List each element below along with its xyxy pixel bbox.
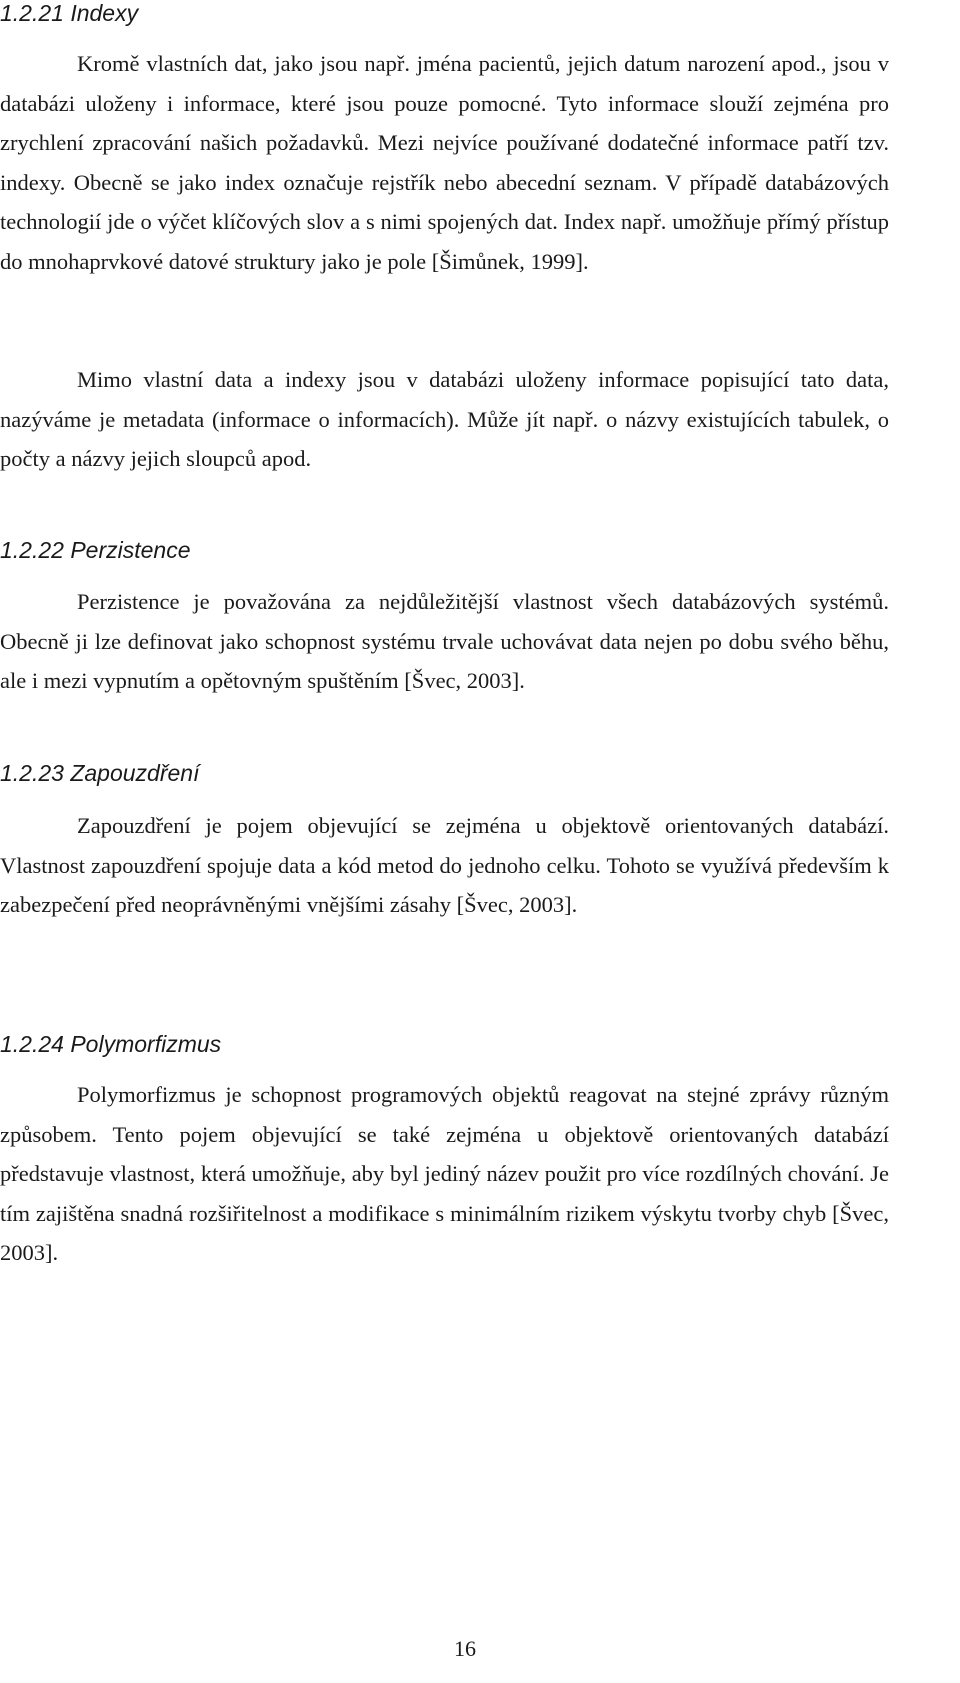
section-heading-indexy: 1.2.21 Indexy	[0, 0, 139, 26]
section-heading-perzistence: 1.2.22 Perzistence	[0, 537, 191, 563]
paragraph-indexy-2: Mimo vlastní data a indexy jsou v databázi uloženy informace popisující tato data, nazýváme je metadata (informace o informacích). Může jít např. o názvy existujících tabulek, o počty a názvy jejich sloupců apod.	[0, 367, 889, 471]
paragraph-indexy-1: Kromě vlastních dat, jako jsou např. jména pacientů, jejich datum narození apod., jsou v databázi uloženy i informace, které jsou pouze pomocné. Tyto informace slouží zejména pro zrychlení zpracování našich požadavků. Mezi nejvíce používané dodatečné informace patří tzv. indexy. Obecně se jako index označuje rejstřík nebo abecední seznam. V případě databázových technologií jde o výčet klíčových slov a s nimi spojených dat. Index např. umožňuje přímý přístup do mnohaprvkové datové struktury jako je pole [Šimůnek, 1999].	[0, 51, 889, 274]
paragraph-polymorfizmus: Polymorfizmus je schopnost programových objektů reagovat na stejné zprávy různým způsobem. Tento pojem objevující se také zejména u objektově orientovaných databází představuje vlastnost, která umožňuje, aby byl jediný název použit pro více rozdílných chování. Je tím zajištěna snadná rozšiřitelnost a modifikace s minimálním rizikem výskytu tvorby chyb [Švec, 2003].	[0, 1082, 889, 1265]
page-number: 16	[454, 1636, 476, 1661]
paragraph-zapouzdreni: Zapouzdření je pojem objevující se zejména u objektově orientovaných databází. Vlastnost zapouzdření spojuje data a kód metod do jednoho celku. Tohoto se využívá především k zabezpečení před neoprávněnými vnějšími zásahy [Švec, 2003].	[0, 813, 889, 917]
section-heading-polymorfizmus: 1.2.24 Polymorfizmus	[0, 1031, 222, 1057]
section-heading-zapouzdreni: 1.2.23 Zapouzdření	[0, 760, 200, 786]
paragraph-perzistence: Perzistence je považována za nejdůležitější vlastnost všech databázových systémů. Obecně ji lze definovat jako schopnost systému trvale uchovávat data nejen po dobu svého běhu, ale i mezi vypnutím a opětovným spuštěním [Švec, 2003].	[0, 589, 889, 693]
